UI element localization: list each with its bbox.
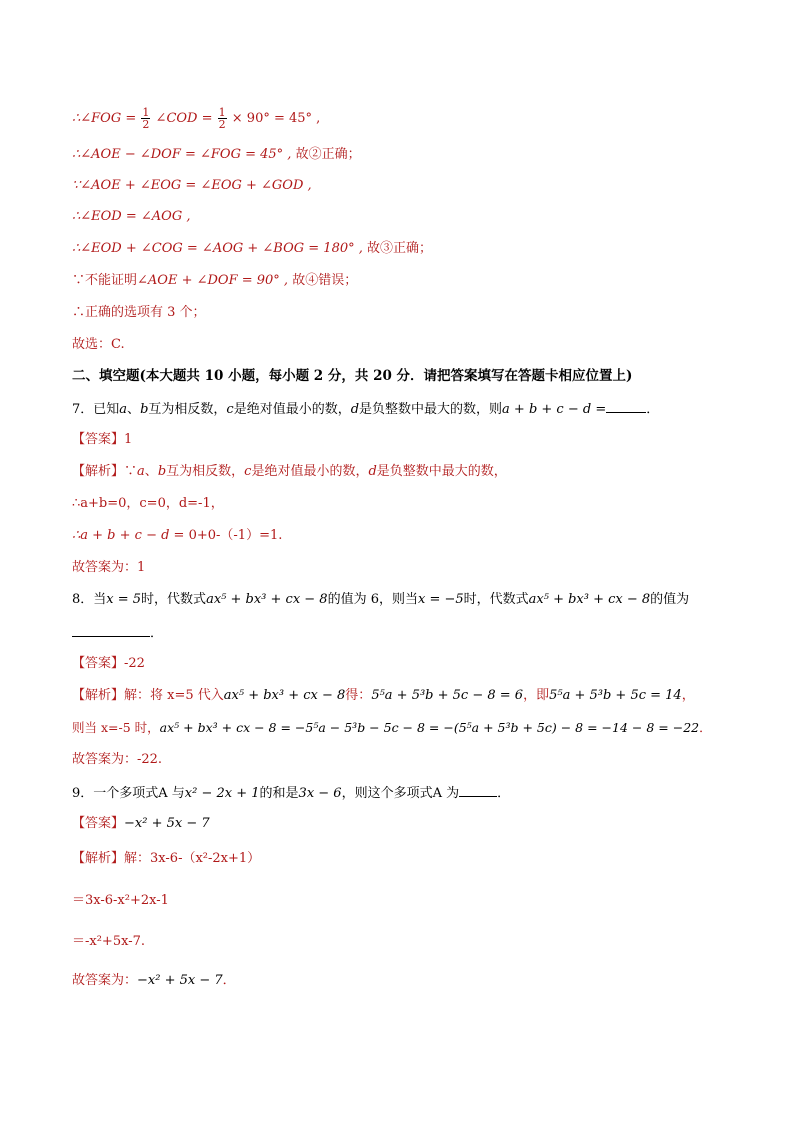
var: c <box>244 464 252 479</box>
math-text: x = −5 <box>417 592 464 607</box>
fraction-half-2 <box>218 107 227 130</box>
math-text: x² − 2x + 1 <box>184 786 260 801</box>
text: 是负整数中最大的数，则 <box>359 402 503 417</box>
math-text: ax⁵ + bx³ + cx − 8 <box>206 592 328 607</box>
var: c <box>226 402 234 417</box>
math-text: ax⁵ + bx³ + cx − 8 <box>223 688 346 703</box>
text: ． <box>699 720 712 735</box>
text: ∵不能证明 <box>72 273 138 288</box>
q7-step-1 <box>72 496 224 512</box>
text: 0+0-（-1）=1. <box>188 528 283 543</box>
math-text: −x² + 5x − 7 <box>137 973 223 988</box>
text: 时，代数式 <box>463 592 529 607</box>
answer-value: −x² + 5x − 7 <box>124 816 210 831</box>
text: 故答案为：-22. <box>72 752 163 767</box>
text: 是负整数中最大的数， <box>376 464 507 479</box>
text: 故选：C. <box>72 337 125 352</box>
math-text: 3x − 6 <box>298 786 342 801</box>
text: ． <box>497 786 511 801</box>
analysis-tag: 【解析】 <box>72 688 125 703</box>
q7-final <box>72 560 145 576</box>
math-text: ax⁵ + bx³ + cx − 8 <box>528 592 651 607</box>
text: ． <box>646 402 660 417</box>
math-text: ∴a + b + c − d = <box>72 528 189 543</box>
line-aoe-dof <box>72 147 361 163</box>
math-text: ∠COD = <box>155 111 213 126</box>
analysis-tag: 【解析】 <box>72 851 125 866</box>
q7-answer <box>72 432 132 448</box>
text: 是绝对值最小的数， <box>233 402 351 417</box>
var: b <box>157 464 167 479</box>
fraction-half-1 <box>141 107 150 130</box>
fraction-denominator: 2 <box>142 118 150 131</box>
text: 的值为 <box>650 592 690 607</box>
math-text: ∴∠EOD + ∠COG = ∠AOG + ∠BOG = 180° , <box>72 241 363 256</box>
answer-blank <box>72 624 150 637</box>
q9-final <box>72 973 236 989</box>
text: 解： <box>124 851 151 866</box>
math-text: ∴∠EOD = ∠AOG , <box>72 209 191 224</box>
line-eod-aog <box>72 209 190 225</box>
answer-value: 1 <box>124 432 133 447</box>
text: 是绝对值最小的数， <box>251 464 369 479</box>
question-8-blank-line <box>72 624 163 642</box>
math-text: 5⁵a + 5³b + 5c = 14 <box>549 688 682 703</box>
math-text: 5⁵a + 5³b + 5c − 8 = 6 <box>371 688 524 703</box>
q8-final <box>72 752 162 768</box>
q9-analysis <box>72 851 260 867</box>
text: 的值为 6，则当 <box>327 592 418 607</box>
text: ，即 <box>523 688 550 703</box>
q7-analysis <box>72 464 507 480</box>
text: 故答案为：1 <box>72 560 146 575</box>
math-text: ax⁵ + bx³ + cx − 8 = −5⁵a − 5³b − 5c − 8 = −(5⁵a + 5³b + 5c) − 8 = −14 − 8 = −22 <box>159 720 700 735</box>
text: ，则这个多项式A 为 <box>341 786 460 801</box>
text: ∴a+b=0，c=0，d=-1， <box>72 496 224 511</box>
math-text: a + b + c − d = <box>502 402 607 417</box>
text: ． <box>222 973 236 988</box>
text: ， <box>681 688 695 703</box>
q9-step-2 <box>72 934 145 950</box>
text: 、 <box>127 402 141 417</box>
analysis-tag: 【解析】 <box>72 464 125 479</box>
math-text: ∵∠AOE + ∠EOG = ∠EOG + ∠GOD , <box>72 178 312 193</box>
section-heading <box>72 368 632 384</box>
fraction-denominator: 2 <box>218 118 226 131</box>
var: a <box>119 402 128 417</box>
line-cannot-prove <box>72 273 357 289</box>
answer-tag: 【答案】 <box>72 656 125 671</box>
line-choose-c <box>72 337 125 353</box>
math-text: 3x-6-（x²-2x+1） <box>150 851 261 866</box>
text: 8．当 <box>72 592 107 607</box>
text: 的和是 <box>259 786 299 801</box>
text: ∵ <box>124 464 138 479</box>
q9-answer <box>72 816 210 832</box>
text: 故答案为： <box>72 973 138 988</box>
math-text: x = 5 <box>106 592 142 607</box>
conclusion-text: 故③正确； <box>367 241 433 256</box>
line-aoe-eog <box>72 178 312 194</box>
text: 7．已知 <box>72 402 120 417</box>
q9-step-1 <box>72 893 169 909</box>
question-9 <box>72 784 510 802</box>
heading-text: 二、填空题(本大题共 10 小题，每小题 2 分，共 20 分．请把答案填写在答题卡相应位置上) <box>72 368 633 384</box>
line-correct-count <box>72 305 206 321</box>
q8-answer <box>72 656 145 672</box>
answer-blank <box>459 784 497 797</box>
fraction-numerator: 1 <box>218 106 226 119</box>
answer-value: -22 <box>124 656 145 671</box>
q8-step-1 <box>72 720 712 736</box>
math-text: ∴∠FOG = <box>72 111 137 126</box>
text: 解：将 x=5 代入 <box>124 688 224 703</box>
conclusion-text: 故②正确； <box>295 147 361 162</box>
question-8 <box>72 592 689 608</box>
answer-tag: 【答案】 <box>72 816 125 831</box>
text: 9．一个多项式A 与 <box>72 786 185 801</box>
var: d <box>368 464 377 479</box>
text: 时，代数式 <box>141 592 207 607</box>
answer-blank <box>606 400 646 413</box>
text: ∴正确的选项有 3 个； <box>72 305 206 320</box>
text: 互为相反数， <box>166 464 245 479</box>
text: ＝-x²+5x-7. <box>72 934 145 949</box>
math-text: ∠AOE + ∠DOF = 90° , <box>137 273 289 288</box>
var: d <box>350 402 360 417</box>
text: 得： <box>345 688 372 703</box>
conclusion-text: 故④错误； <box>292 273 358 288</box>
text: ． <box>150 626 164 641</box>
math-text: × 90° = 45° , <box>231 111 321 126</box>
fraction-numerator: 1 <box>142 106 150 119</box>
line-eod-cog <box>72 241 432 257</box>
text: 则当 x=-5 时， <box>72 720 160 735</box>
question-7 <box>72 400 659 418</box>
var: a <box>137 464 145 479</box>
line-fog-formula <box>72 107 320 130</box>
answer-tag: 【答案】 <box>72 432 125 447</box>
q8-analysis <box>72 688 695 704</box>
text: 互为相反数， <box>148 402 227 417</box>
q7-step-2 <box>72 528 282 544</box>
math-text: ∴∠AOE − ∠DOF = ∠FOG = 45° , <box>72 147 292 162</box>
var: b <box>140 402 149 417</box>
text: 、 <box>144 464 158 479</box>
text: ＝3x-6-x²+2x-1 <box>72 893 169 908</box>
